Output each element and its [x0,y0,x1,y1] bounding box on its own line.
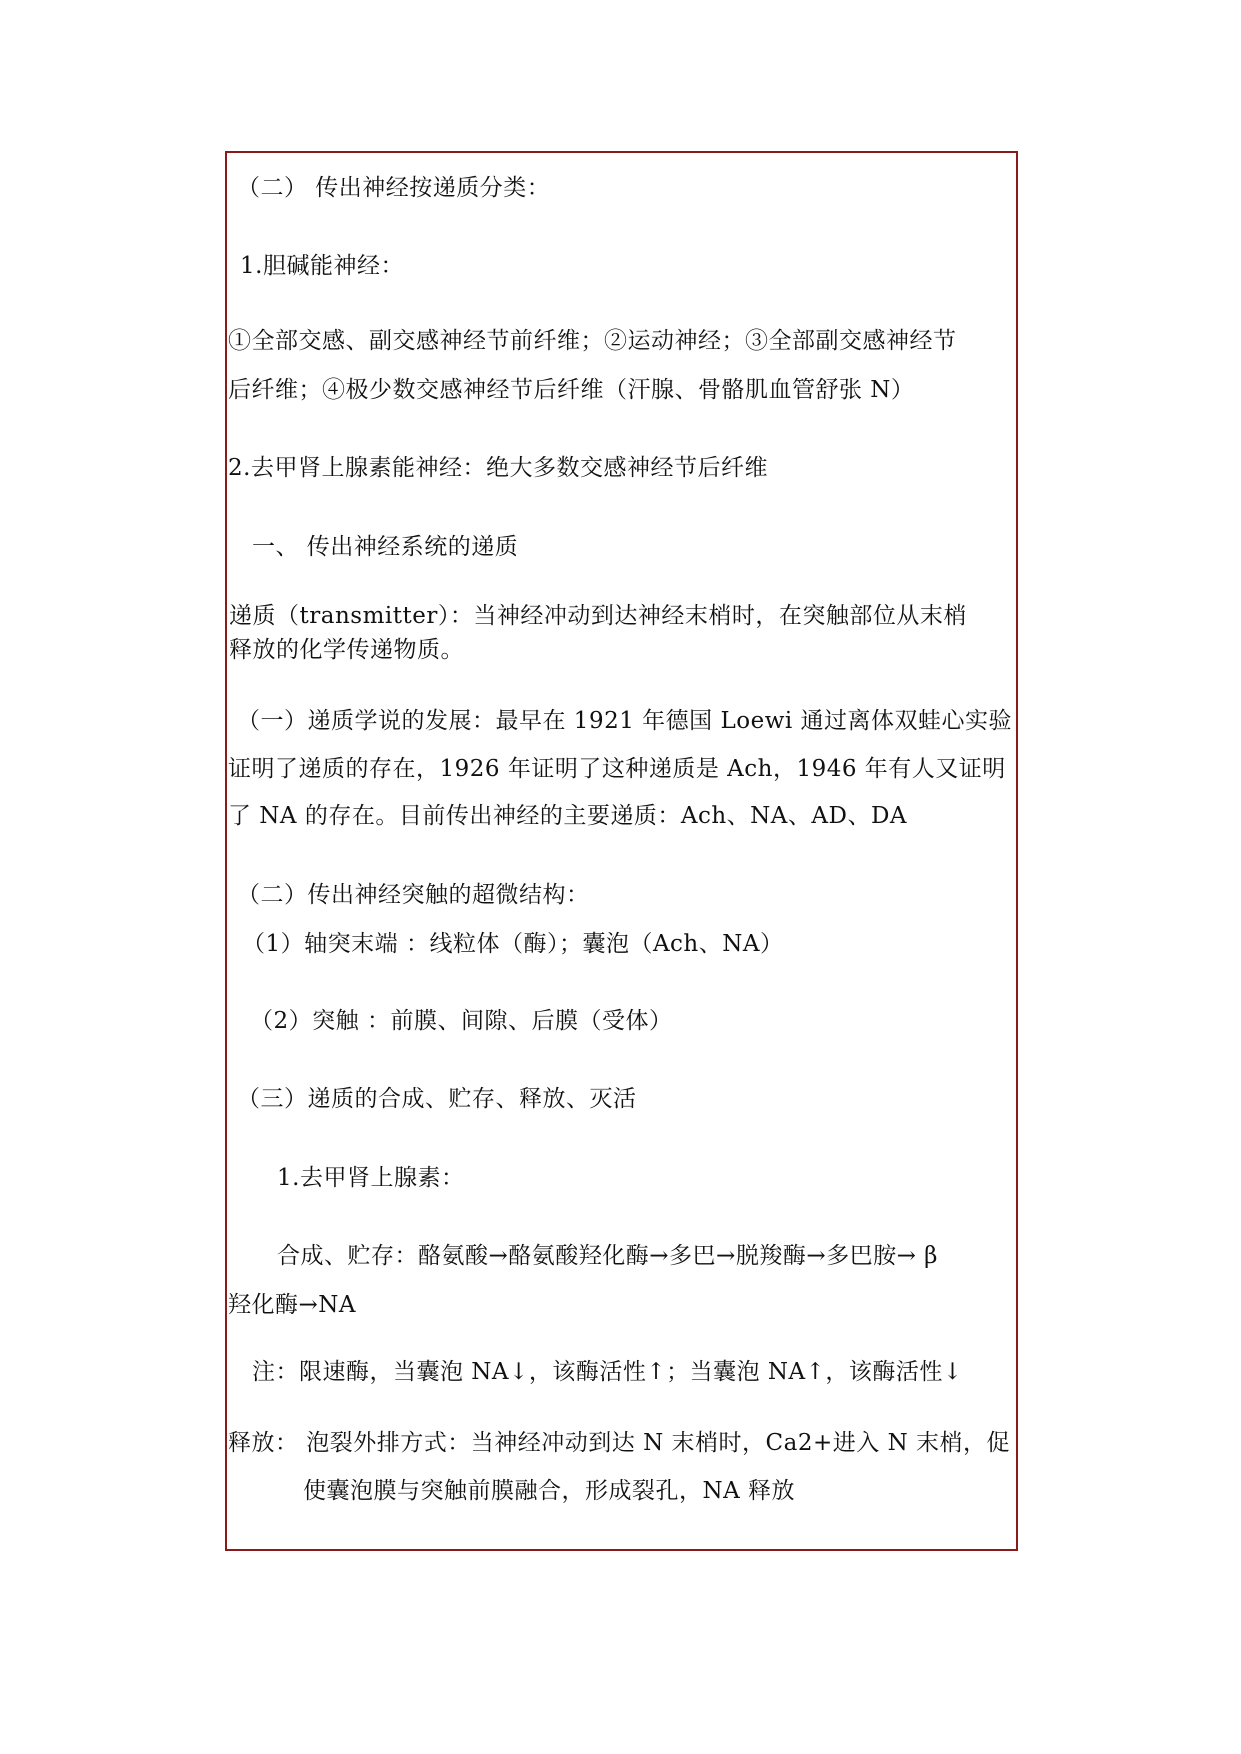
ultrastructure-axon-terminal: （1）轴突末端 ：线粒体（酶）；囊泡（Ach、NA） [242,931,784,957]
synthesis-heading: （三）递质的合成、贮存、释放、灭活 [237,1086,637,1112]
ultrastructure-heading: （二）传出神经突触的超微结构： [237,882,590,908]
synthesis-line-1: 合成、贮存：酪氨酸→酪氨酸羟化酶→多巴→脱羧酶→多巴胺→ β [277,1243,938,1269]
document-frame [225,151,1018,1551]
release-line-2: 使囊泡膜与突触前膜融合，形成裂孔，NA 释放 [303,1478,796,1504]
cholinergic-list-line-1: ①全部交感、副交感神经节前纤维；②运动神经；③全部副交感神经节 [228,328,957,354]
definition-line-2: 释放的化学传递物质。 [229,637,464,663]
synthesis-line-2: 羟化酶→NA [228,1292,357,1318]
item-adrenergic: 2.去甲肾上腺素能神经：绝大多数交感神经节后纤维 [228,455,768,481]
history-line-1: （一）递质学说的发展：最早在 1921 年德国 Loewi 通过离体双蛙心实验 [237,708,1013,734]
section-heading-transmitters: 一、 传出神经系统的递质 [252,534,519,560]
rate-limiting-note: 注：限速酶，当囊泡 NA↓，该酶活性↑；当囊泡 NA↑，该酶活性↓ [252,1359,963,1385]
item-cholinergic-heading: 1.胆碱能神经： [240,253,404,279]
cholinergic-list-line-2: 后纤维；④极少数交感神经节后纤维（汗腺、骨骼肌血管舒张 N） [228,377,915,403]
release-line-1: 释放： 泡裂外排方式：当神经冲动到达 N 末梢时，Ca2+进入 N 末梢，促 [228,1430,1011,1456]
ultrastructure-synapse: （2）突触 ：前膜、间隙、后膜（受体） [250,1008,673,1034]
norepinephrine-heading: 1.去甲肾上腺素： [277,1165,465,1191]
heading-classification: （二） 传出神经按递质分类： [237,175,551,201]
history-line-3: 了 NA 的存在。目前传出神经的主要递质：Ach、NA、AD、DA [228,803,907,829]
definition-line-1: 递质（transmitter）：当神经冲动到达神经末梢时，在突触部位从末梢 [229,603,967,629]
history-line-2: 证明了递质的存在，1926 年证明了这种递质是 Ach，1946 年有人又证明 [228,756,1006,782]
